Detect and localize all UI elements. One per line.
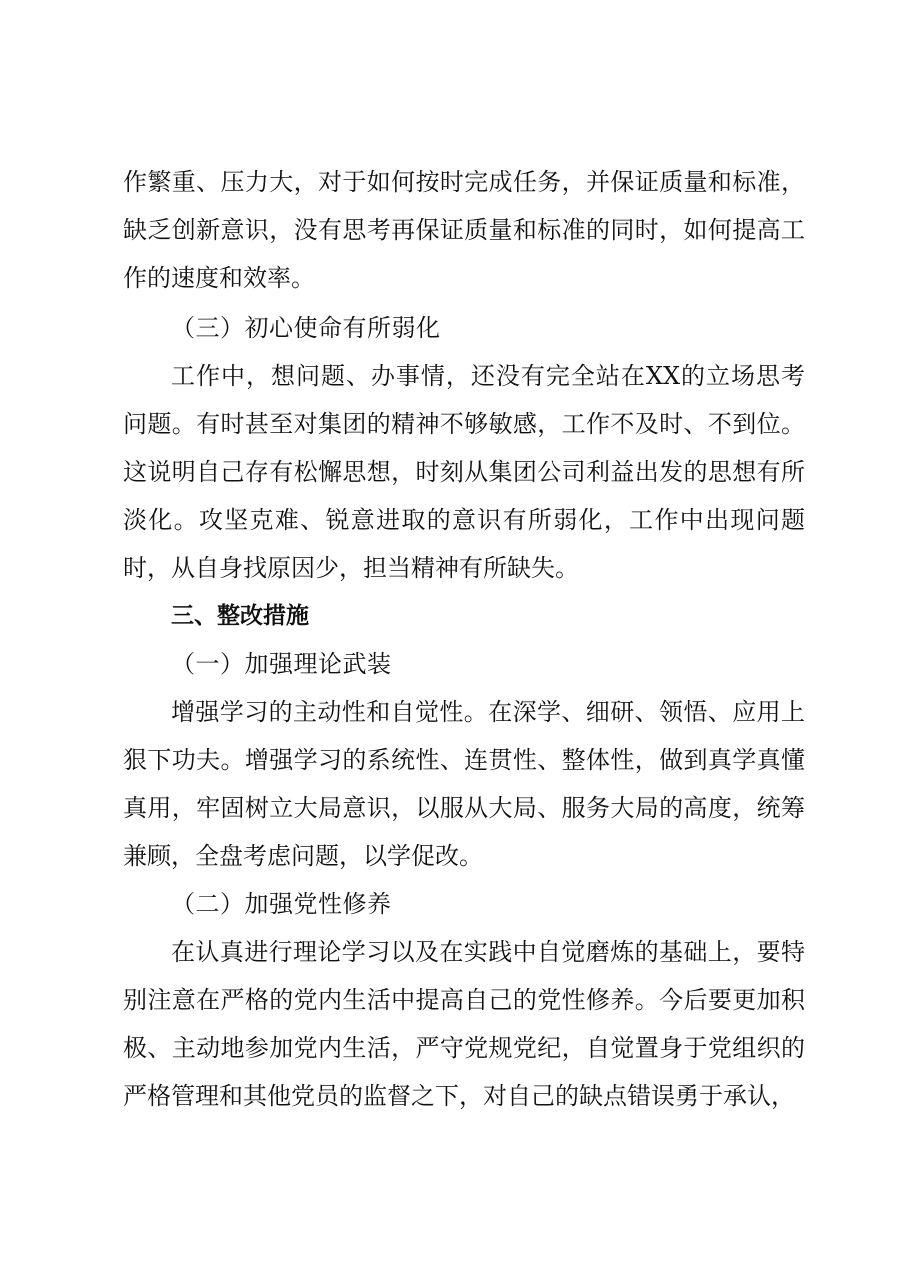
subheading-measure-one: （一）加强理论武装 <box>171 650 392 678</box>
document-body <box>123 158 805 1120</box>
paragraph-continued: 作繁重、压力大，对于如何按时完成任务，并保证质量和标准，缺乏创新意识，没有思考再保证质量和标准的同时，如何提高工作的速度和效率。 <box>123 168 805 292</box>
subheading-three: （三）初心使命有所弱化 <box>171 314 441 342</box>
paragraph-subheading-three: 工作中，想问题、办事情，还没有完全站在XX的立场思考问题。有时甚至对集团的精神不够敏感，工作不及时、不到位。这说明自己存有松懈思想，时刻从集团公司利益出发的思想有所淡化。攻坚克难、锐意进取的意识有所弱化，工作中出现问题时，从自身找原因少，担当精神有所缺失。 <box>123 362 805 582</box>
subheading-measure-two: （二）加强党性修养 <box>171 890 392 918</box>
paragraph-measure-two: 在认真进行理论学习以及在实践中自觉磨炼的基础上，要特别注意在严格的党内生活中提高自己的党性修养。今后要更加积极、主动地参加党内生活，严守党规党纪，自觉置身于党组织的严格管理和其他党员的监督之下，对自己的缺点错误勇于承认， <box>123 938 805 1110</box>
paragraph-measure-one: 增强学习的主动性和自觉性。在深学、细研、领悟、应用上狠下功夫。增强学习的系统性、连贯性、整体性，做到真学真懂真用，牢固树立大局意识，以服从大局、服务大局的高度，统筹兼顾，全盘考虑问题，以学促改。 <box>123 698 805 870</box>
section-heading-three: 三、整改措施 <box>171 603 309 629</box>
